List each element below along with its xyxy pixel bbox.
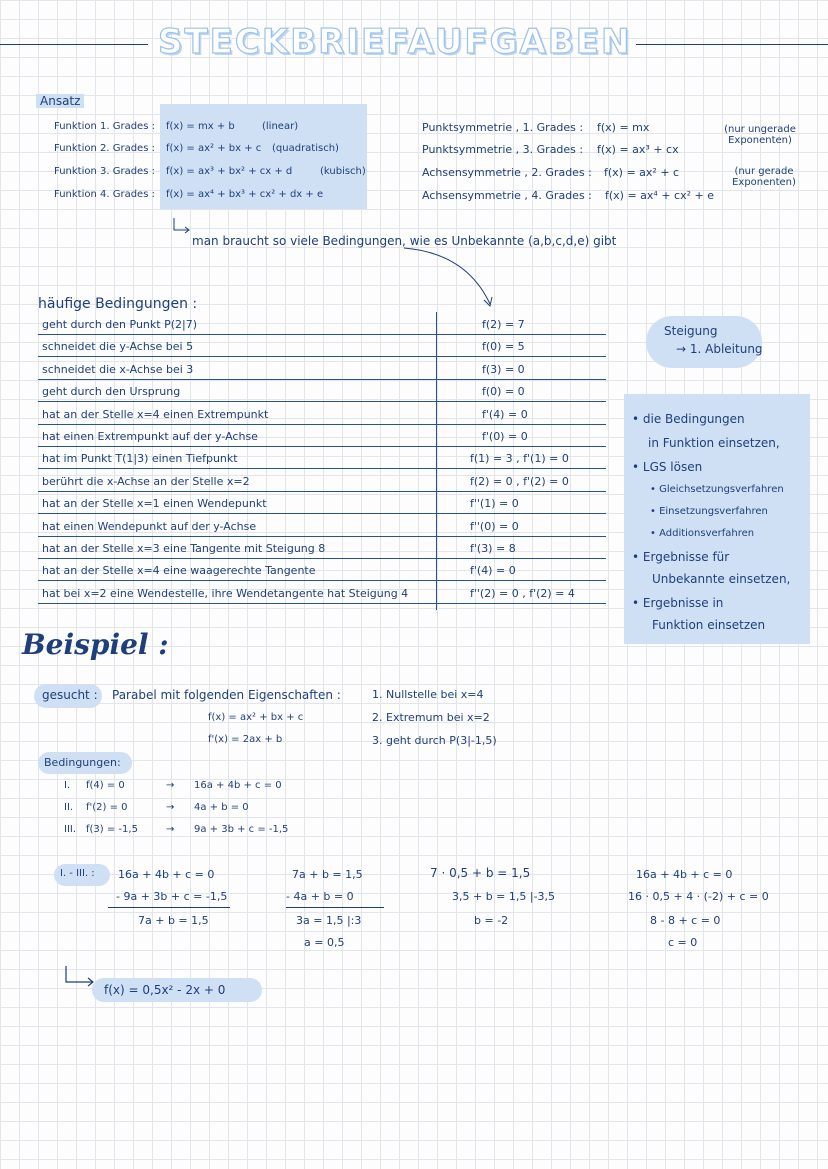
step-line: • LGS lösen — [632, 460, 703, 474]
table-row-line — [38, 558, 606, 559]
calc-line: c = 0 — [668, 936, 698, 949]
symmetry-formula: f(x) = mx — [597, 121, 650, 134]
step-line: • die Bedingungen — [632, 412, 745, 426]
condition-equation: f'(4) = 0 — [470, 564, 516, 577]
symmetry-formula: f(x) = ax⁴ + cx² + e — [605, 189, 714, 202]
condition-equation: f'(4) = 0 — [482, 408, 528, 421]
table-row-line — [38, 580, 606, 581]
condition-text: hat an der Stelle x=4 einen Extrempunkt — [42, 408, 269, 421]
step-line: • Einsetzungsverfahren — [650, 506, 768, 517]
step-line: in Funktion einsetzen, — [648, 436, 780, 450]
ansatz-row-name: Funktion 1. Grades : — [54, 121, 155, 132]
condition-equation: f''(2) = 0 , f'(2) = 4 — [470, 587, 575, 600]
title-rule-right — [636, 44, 828, 45]
conditions-heading: häufige Bedingungen : — [38, 296, 198, 312]
table-row-line — [38, 446, 606, 447]
bed-num: III. — [64, 824, 77, 835]
step-line: Unbekannte einsetzen, — [652, 572, 791, 586]
condition-equation: f(2) = 7 — [482, 318, 525, 331]
arrow-icon: → — [166, 780, 175, 791]
ansatz-row-note: (kubisch) — [320, 166, 366, 177]
condition-text: schneidet die y-Achse bei 5 — [42, 340, 194, 353]
symmetry-name: Punktsymmetrie , 1. Grades : — [422, 121, 584, 134]
condition-text: berührt die x-Achse an der Stelle x=2 — [42, 475, 250, 488]
table-row-line — [38, 401, 606, 402]
ansatz-label: Ansatz — [36, 94, 84, 108]
condition-equation: f(0) = 0 — [482, 385, 525, 398]
property-line: 1. Nullstelle bei x=4 — [372, 688, 484, 701]
beispiel-heading: Beispiel : — [22, 628, 169, 661]
ansatz-row-name: Funktion 2. Grades : — [54, 143, 155, 154]
property-line: 2. Extremum bei x=2 — [372, 711, 490, 724]
table-row-line — [38, 424, 606, 425]
condition-equation: f(1) = 3 , f'(1) = 0 — [470, 452, 569, 465]
gesucht-text: Parabel mit folgenden Eigenschaften : — [112, 688, 341, 702]
symmetry-name: Punktsymmetrie , 3. Grades : — [422, 143, 584, 156]
calc-label: I. - III. : — [60, 868, 95, 879]
step-line: • Gleichsetzungsverfahren — [650, 484, 784, 495]
ansatz-row-note: (quadratisch) — [272, 143, 339, 154]
bed-num: I. — [64, 780, 71, 791]
table-row-line — [38, 468, 606, 469]
calc-rule — [286, 907, 384, 908]
calc-line: 7a + b = 1,5 — [292, 868, 363, 881]
symmetry-name: Achsensymmetrie , 2. Grades : — [422, 166, 592, 179]
bed-cond: f(3) = -1,5 — [86, 824, 138, 835]
bedingungen-label: Bedingungen: — [44, 756, 121, 769]
step-line: Funktion einsetzen — [652, 618, 766, 632]
condition-text: hat an der Stelle x=1 einen Wendepunkt — [42, 497, 267, 510]
calc-line: - 4a + b = 0 — [286, 890, 354, 903]
condition-text: hat an der Stelle x=3 eine Tangente mit Steigung 8 — [42, 542, 326, 555]
ableitung-label: → 1. Ableitung — [676, 342, 763, 356]
bed-eq: 16a + 4b + c = 0 — [194, 780, 282, 791]
ansatz-row-name: Funktion 3. Grades : — [54, 166, 155, 177]
arrow-icon: → — [166, 824, 175, 835]
condition-equation: f''(0) = 0 — [470, 520, 519, 533]
function-fprime: f'(x) = 2ax + b — [208, 734, 283, 745]
calc-line: 3a = 1,5 |:3 — [296, 914, 362, 927]
ansatz-row-name: Funktion 4. Grades : — [54, 189, 155, 200]
condition-text: geht durch den Punkt P(2|7) — [42, 318, 197, 331]
condition-equation: f''(1) = 0 — [470, 497, 519, 510]
steigung-label: Steigung — [664, 324, 718, 338]
ansatz-row-formula: f(x) = mx + b — [166, 121, 235, 132]
condition-equation: f(0) = 5 — [482, 340, 525, 353]
calc-line: b = -2 — [474, 914, 509, 927]
condition-equation: f(3) = 0 — [482, 363, 525, 376]
bed-cond: f(4) = 0 — [86, 780, 125, 791]
note-even-exponents: (nur gerade Exponenten) — [732, 166, 796, 188]
ansatz-row-formula: f(x) = ax³ + bx² + cx + d — [166, 166, 293, 177]
table-row-line — [38, 603, 606, 604]
table-row-line — [38, 513, 606, 514]
table-row-line — [38, 334, 606, 335]
arrow-lines — [172, 216, 502, 310]
condition-equation: f(2) = 0 , f'(2) = 0 — [470, 475, 569, 488]
property-line: 3. geht durch P(3|-1,5) — [372, 734, 497, 747]
result-formula: f(x) = 0,5x² - 2x + 0 — [104, 983, 226, 997]
conditions-count-note: man braucht so viele Bedingungen, wie es Unbekannte (a,b,c,d,e) gibt — [192, 234, 617, 248]
calc-line: 8 - 8 + c = 0 — [650, 914, 721, 927]
gesucht-label: gesucht : — [42, 688, 98, 702]
title-rule-left — [0, 44, 148, 45]
symmetry-formula: f(x) = ax² + c — [604, 166, 680, 179]
condition-equation: f'(3) = 8 — [470, 542, 516, 555]
calc-line: 16 · 0,5 + 4 · (-2) + c = 0 — [628, 890, 769, 903]
condition-text: geht durch den Ursprung — [42, 385, 181, 398]
calc-line: 16a + 4b + c = 0 — [636, 868, 733, 881]
table-row-line — [38, 491, 606, 492]
symmetry-name: Achsensymmetrie , 4. Grades : — [422, 189, 592, 202]
table-row-line — [38, 536, 606, 537]
calc-rule — [108, 907, 230, 908]
ansatz-row-formula: f(x) = ax² + bx + c — [166, 143, 262, 154]
step-line: • Additionsverfahren — [650, 528, 755, 539]
bed-eq: 9a + 3b + c = -1,5 — [194, 824, 289, 835]
bed-num: II. — [64, 802, 74, 813]
step-line: • Ergebnisse für — [632, 550, 730, 564]
condition-equation: f'(0) = 0 — [482, 430, 528, 443]
arrow-icon: → — [166, 802, 175, 813]
page-title: STECKBRIEFAUFGABEN — [158, 22, 632, 62]
condition-text: hat an der Stelle x=4 eine waagerechte Tangente — [42, 564, 316, 577]
calc-line: - 9a + 3b + c = -1,5 — [116, 890, 228, 903]
bed-eq: 4a + b = 0 — [194, 802, 249, 813]
calc-line: 7 · 0,5 + b = 1,5 — [430, 866, 531, 880]
note-odd-exponents: (nur ungerade Exponenten) — [724, 124, 796, 146]
bed-cond: f'(2) = 0 — [86, 802, 128, 813]
condition-text: hat einen Wendepunkt auf der y-Achse — [42, 520, 257, 533]
calc-line: 7a + b = 1,5 — [138, 914, 209, 927]
table-row-line — [38, 379, 606, 380]
condition-text: schneidet die x-Achse bei 3 — [42, 363, 194, 376]
step-line: • Ergebnisse in — [632, 596, 724, 610]
symmetry-formula: f(x) = ax³ + cx — [597, 143, 679, 156]
condition-text: hat bei x=2 eine Wendestelle, ihre Wendetangente hat Steigung 4 — [42, 587, 409, 600]
function-f: f(x) = ax² + bx + c — [208, 712, 304, 723]
ansatz-row-note: (linear) — [262, 121, 299, 132]
condition-text: hat einen Extrempunkt auf der y-Achse — [42, 430, 258, 443]
calc-line: 3,5 + b = 1,5 |-3,5 — [452, 890, 556, 903]
calc-line: a = 0,5 — [304, 936, 345, 949]
ansatz-row-formula: f(x) = ax⁴ + bx³ + cx² + dx + e — [166, 189, 324, 200]
table-row-line — [38, 356, 606, 357]
condition-text: hat im Punkt T(1|3) einen Tiefpunkt — [42, 452, 238, 465]
calc-line: 16a + 4b + c = 0 — [118, 868, 215, 881]
